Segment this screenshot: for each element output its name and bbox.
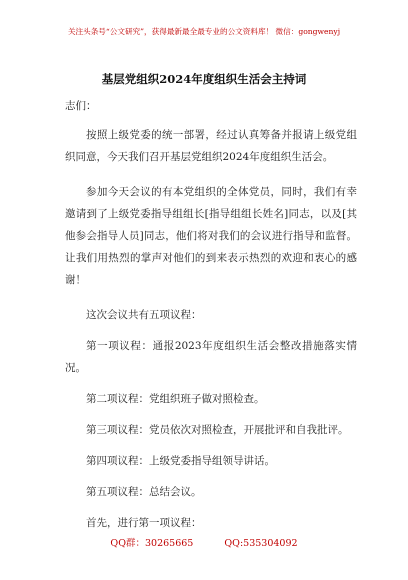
document-title: 基层党组织2024年度组织生活会主持词 xyxy=(101,72,307,86)
footer-qq-group: QQ群：30265665 xyxy=(110,538,194,549)
agenda-item-4: 第四项议程：上级党委指导组领导讲话。 xyxy=(86,455,275,467)
footer-contact xyxy=(0,535,408,549)
agenda-item-2: 第二项议程：党组织班子做对照检查。 xyxy=(86,393,265,405)
paragraph-attendees: 参加今天会议的有本党组织的全体党员，同时，我们有幸邀请到了上级党委指导组组长[指导组组长姓名]同志，以及[其他参会指导人员]同志，他们将对我们的会议进行指导和监督。让我们用热烈的掌声对他们的到来表示热烈的欢迎和衷心的感谢！ xyxy=(65,186,357,286)
header-note: 关注头条号“公文研究”，获得最新最全最专业的公文资料库！ 微信：gongwenyj xyxy=(67,27,341,36)
paragraph-intro: 按照上级党委的统一部署，经过认真筹备并报请上级党组织同意，今天我们召开基层党组织2024年度组织生活会。 xyxy=(65,129,357,163)
paragraph-agenda-intro: 这次会议共有五项议程： xyxy=(86,309,202,321)
agenda-item-3: 第三项议程：党员依次对照检查，开展批评和自我批评。 xyxy=(86,424,349,436)
agenda-item-1: 第一项议程：通报2023年度组织生活会整改措施落实情况。 xyxy=(65,340,357,374)
document-body xyxy=(65,124,357,543)
salutation: 志们： xyxy=(65,100,97,112)
footer-qq: QQ:535304092 xyxy=(224,538,298,549)
agenda-item-5: 第五项议程：总结会议。 xyxy=(86,486,202,498)
paragraph-first-item: 首先，进行第一项议程： xyxy=(86,517,202,529)
